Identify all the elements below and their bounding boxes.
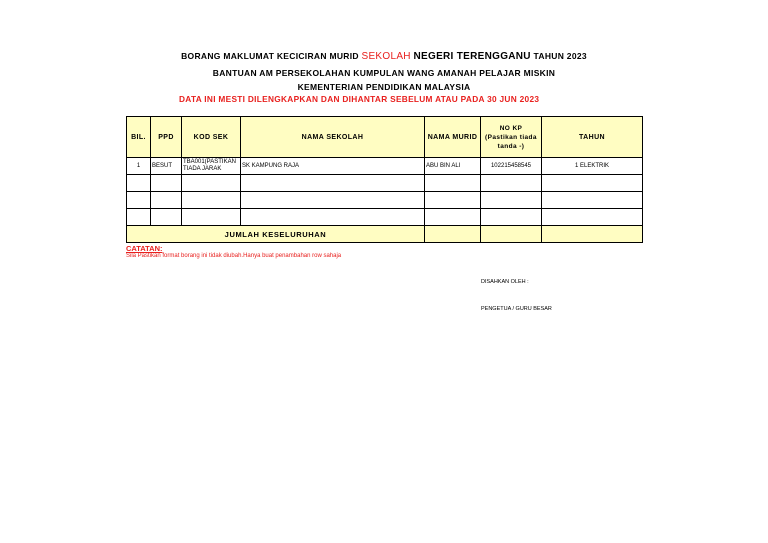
empty-cell[interactable] — [127, 209, 151, 226]
cell-no-kp[interactable]: 102215458545 — [481, 158, 542, 175]
header-kod-sek: KOD SEK — [182, 117, 241, 158]
empty-cell[interactable] — [241, 209, 425, 226]
table-row-empty — [127, 209, 643, 226]
title-part-1: BORANG MAKLUMAT KECICIRAN MURID — [181, 51, 359, 61]
cell-nama-sekolah[interactable]: SK KAMPUNG RAJA — [241, 158, 425, 175]
empty-cell[interactable] — [151, 175, 182, 192]
empty-cell[interactable] — [481, 192, 542, 209]
cell-nama-murid[interactable]: ABU BIN ALI — [425, 158, 481, 175]
empty-cell[interactable] — [542, 175, 643, 192]
total-cell[interactable] — [425, 226, 481, 243]
empty-cell[interactable] — [127, 192, 151, 209]
empty-cell[interactable] — [425, 209, 481, 226]
data-table — [126, 116, 643, 243]
notes-label: CATATAN: — [126, 244, 163, 253]
header-no-kp — [481, 117, 542, 158]
table-header-row — [127, 117, 643, 158]
empty-cell[interactable] — [182, 209, 241, 226]
empty-cell[interactable] — [425, 175, 481, 192]
deadline-notice: DATA INI MESTI DILENGKAPKAN DAN DIHANTAR SEBELUM ATAU PADA 30 JUN 2023 — [179, 94, 540, 104]
form-title — [0, 51, 768, 62]
table-row-empty — [127, 192, 643, 209]
notes-text: Sila Pastikan format borang ini tidak diubah.Hanya buat penambahan row sahaja — [126, 253, 342, 259]
empty-cell[interactable] — [241, 175, 425, 192]
form-subtitle: BANTUAN AM PERSEKOLAHAN KUMPULAN WANG AMANAH PELAJAR MISKIN — [212, 68, 556, 78]
cell-ppd[interactable]: BESUT — [151, 158, 182, 175]
empty-cell[interactable] — [481, 209, 542, 226]
header-no-kp-line1: NO KP — [499, 124, 523, 132]
header-no-kp-line2: (Pastikan tiada — [485, 133, 537, 141]
empty-cell[interactable] — [182, 175, 241, 192]
title-part-negeri: NEGERI TERENGGANU — [413, 51, 531, 62]
empty-cell[interactable] — [542, 209, 643, 226]
empty-cell[interactable] — [241, 192, 425, 209]
empty-cell[interactable] — [151, 209, 182, 226]
cell-kod-sek-line1: TBA001(PASTIKAN — [183, 159, 236, 165]
title-part-sekolah: SEKOLAH — [361, 51, 411, 62]
cell-bil[interactable]: 1 — [127, 158, 151, 175]
signatory-role: PENGETUA / GURU BESAR — [481, 306, 552, 312]
header-bil: BIL. — [127, 117, 151, 158]
header-tahun: TAHUN — [542, 117, 643, 158]
verified-by-label: DISAHKAN OLEH : — [481, 279, 529, 285]
table-row — [127, 158, 643, 175]
empty-cell[interactable] — [542, 192, 643, 209]
total-cell[interactable] — [481, 226, 542, 243]
ministry-name: KEMENTERIAN PENDIDIKAN MALAYSIA — [297, 82, 471, 92]
total-label: JUMLAH KESELURUHAN — [127, 226, 425, 243]
empty-cell[interactable] — [151, 192, 182, 209]
empty-cell[interactable] — [182, 192, 241, 209]
empty-cell[interactable] — [127, 175, 151, 192]
title-part-tahun: TAHUN 2023 — [533, 51, 587, 61]
header-ppd: PPD — [151, 117, 182, 158]
total-cell[interactable] — [542, 226, 643, 243]
table-row-empty — [127, 175, 643, 192]
table-total-row — [127, 226, 643, 243]
header-no-kp-line3: tanda -) — [497, 142, 525, 150]
cell-kod-sek-line2: TIADA JARAK — [183, 166, 222, 172]
empty-cell[interactable] — [425, 192, 481, 209]
header-nama-murid: NAMA MURID — [425, 117, 481, 158]
cell-tahun[interactable]: 1 ELEKTRIK — [542, 158, 643, 175]
cell-kod-sek[interactable] — [182, 158, 241, 175]
empty-cell[interactable] — [481, 175, 542, 192]
header-nama-sekolah: NAMA SEKOLAH — [241, 117, 425, 158]
